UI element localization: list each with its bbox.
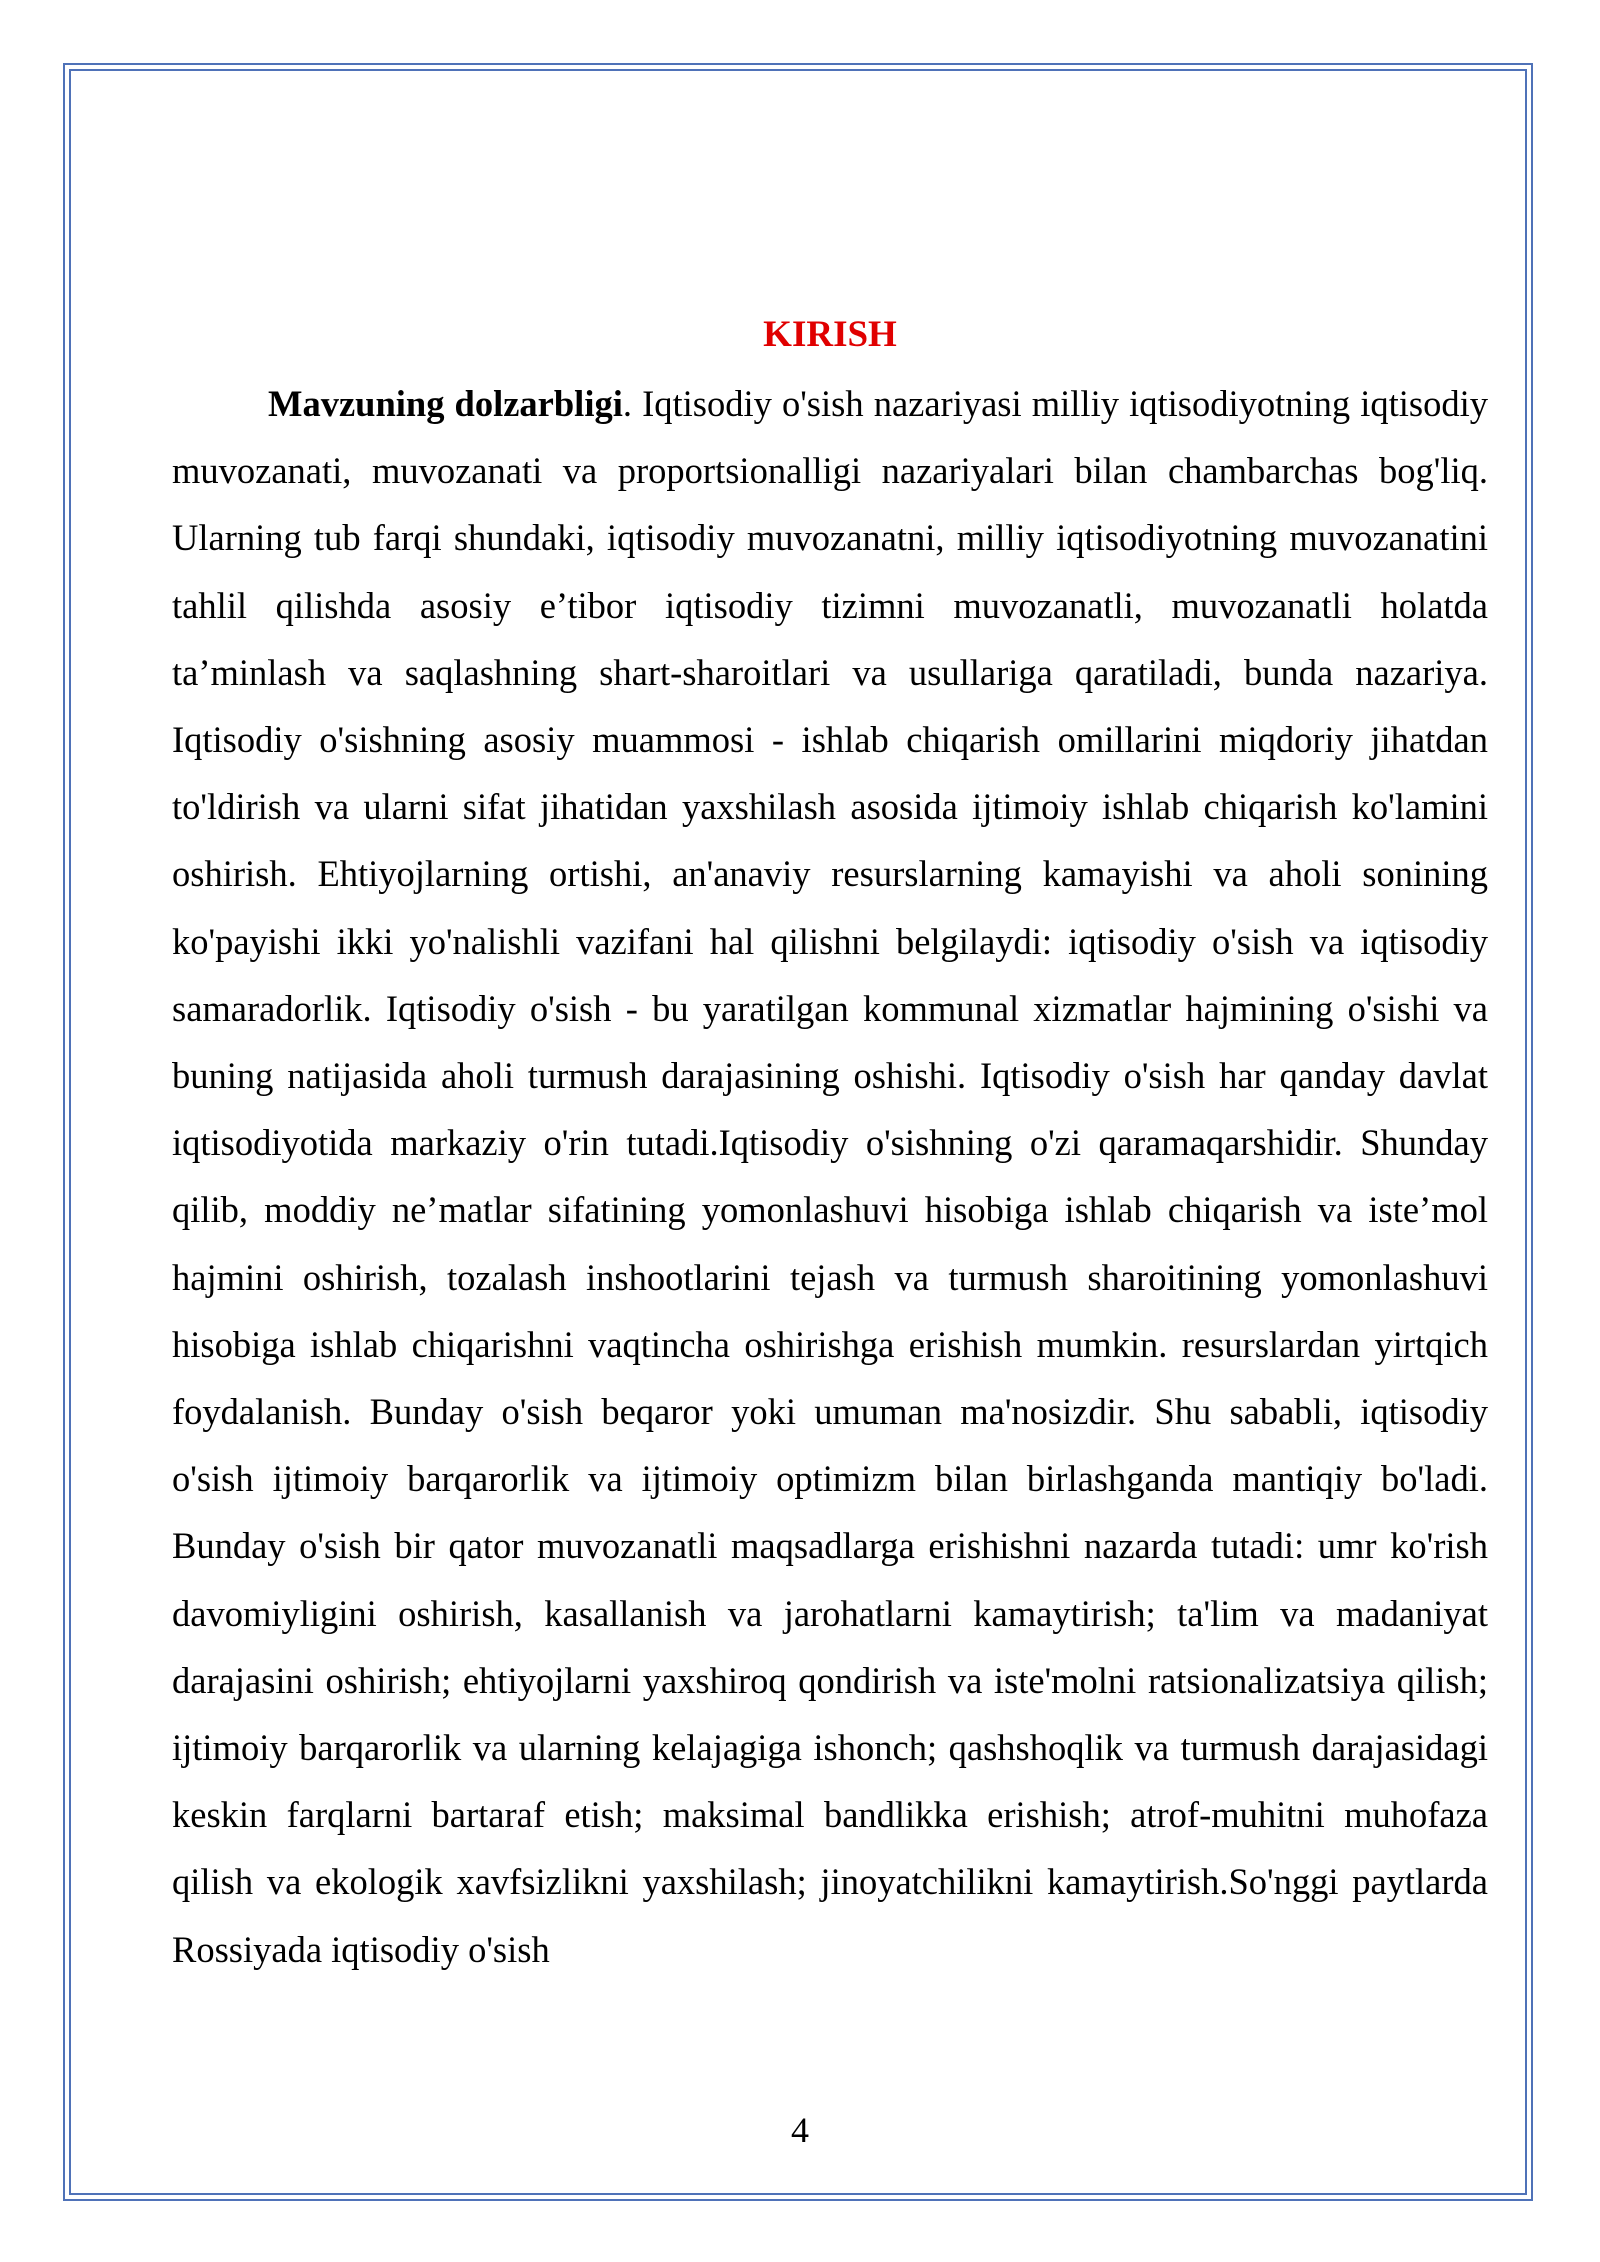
section-heading: KIRISH (763, 314, 897, 355)
body-paragraph (172, 370, 1488, 1983)
page-content (172, 300, 1488, 1983)
paragraph-text: . Iqtisodiy o'sish nazariyasi milliy iqtisodiyotning iqtisodiy muvozanati, muvozanati va proportsionalligi nazariyalari bilan chambarchas bog'liq. Ularning tub farqi shundaki, iqtisodiy muvozanatni, milliy iqtisodiyotning muvozanatini tahlil qilishda asosiy e’tibor iqtisodiy tizimni muvozanatli, muvozanatli holatda ta’minlash va saqlashning shart-sharoitlari va usullariga qaratiladi, bunda nazariya. Iqtisodiy o'sishning asosiy muammosi - ishlab chiqarish omillarini miqdoriy jihatdan to'ldirish va ularni sifat jihatidan yaxshilash asosida ijtimoiy ishlab chiqarish ko'lamini oshirish. Ehtiyojlarning ortishi, an'anaviy resurslarning kamayishi va aholi sonining ko'payishi ikki yo'nalishli vazifani hal qilishni belgilaydi: iqtisodiy o'sish va iqtisodiy samaradorlik. Iqtisodiy o'sish - bu yaratilgan kommunal xizmatlar hajmining o'sishi va buning natijasida aholi turmush darajasining oshishi. Iqtisodiy o'sish har qanday davlat iqtisodiyotida markaziy o'rin tutadi.Iqtisodiy o'sishning o'zi qaramaqarshidir. Shunday qilib, moddiy ne’matlar sifatining yomonlashuvi hisobiga ishlab chiqarish va iste’mol hajmini oshirish, tozalash inshootlarini tejash va turmush sharoitining yomonlashuvi hisobiga ishlab chiqarishni vaqtincha oshirishga erishish mumkin. resurslardan yirtqich foydalanish. Bunday o'sish beqaror yoki umuman ma'nosizdir. Shu sababli, iqtisodiy o'sish ijtimoiy barqarorlik va ijtimoiy optimizm bilan birlashganda mantiqiy bo'ladi. Bunday o'sish bir qator muvozanatli maqsadlarga erishishni nazarda tutadi: umr ko'rish davomiyligini oshirish, kasallanish va jarohatlarni kamaytirish; ta'lim va madaniyat darajasini oshirish; ehtiyojlarni yaxshiroq qondirish va iste'molni ratsionalizatsiya qilish; ijtimoiy barqarorlik va ularning kelajagiga ishonch; qashshoqlik va turmush darajasidagi keskin farqlarni bartaraf etish; maksimal bandlikka erishish; atrof-muhitni muhofaza qilish va ekologik xavfsizlikni yaxshilash; jinoyatchilikni kamaytirish.So'nggi paytlarda Rossiyada iqtisodiy o'sish (172, 383, 1488, 1970)
paragraph-lead: Mavzuning dolzarbligi (268, 383, 623, 424)
page-number: 4 (791, 2110, 809, 2150)
